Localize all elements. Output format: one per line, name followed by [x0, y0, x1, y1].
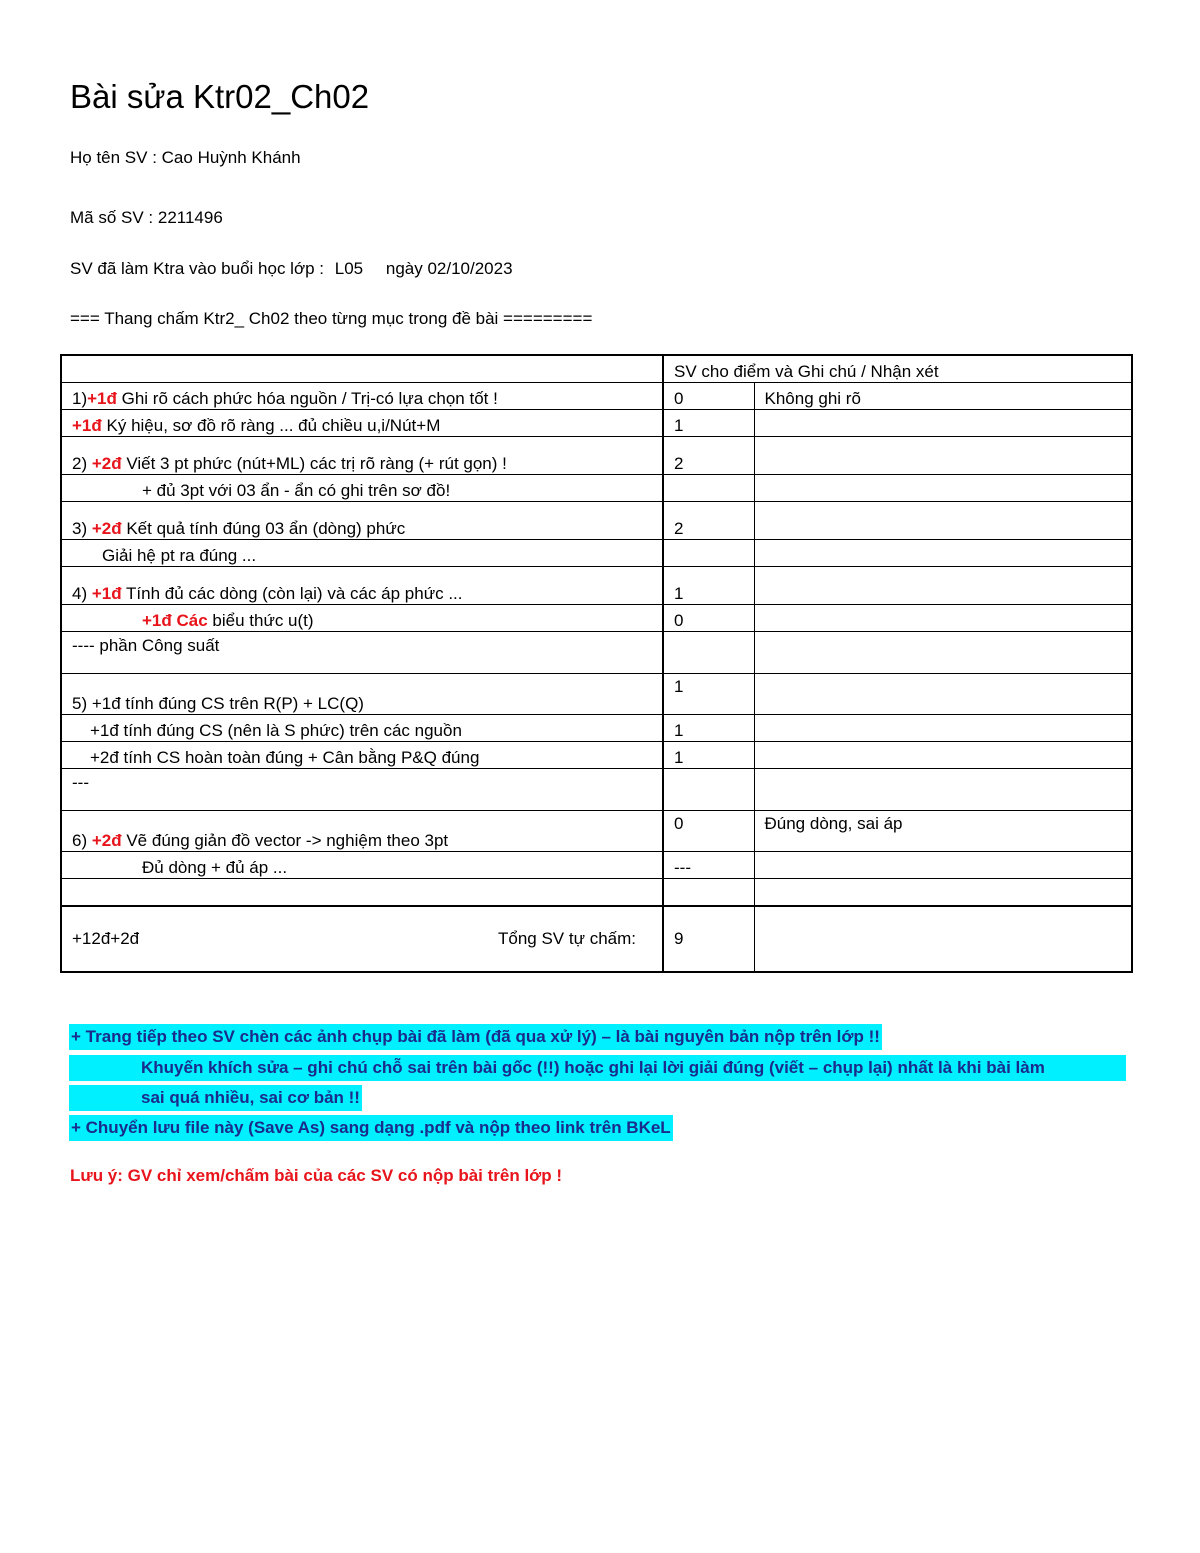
criterion-cell: +1đ Các biểu thức u(t): [61, 605, 663, 632]
rubric-heading: === Thang chấm Ktr2_ Ch02 theo từng mục trong đề bài =========: [70, 309, 593, 328]
criterion-cell: ---: [61, 769, 663, 811]
student-name: Họ tên SV : Cao Huỳnh Khánh: [70, 148, 301, 167]
score-cell[interactable]: 2: [663, 437, 754, 475]
table-row: [61, 811, 1132, 852]
criterion-cell: ---- phần Công suất: [61, 632, 663, 674]
criterion-cell: +1đ tính đúng CS (nên là S phức) trên các nguồn: [61, 715, 663, 742]
comment-cell[interactable]: [754, 605, 1132, 632]
criterion-cell: 6) +2đ Vẽ đúng giản đồ vector -> nghiệm theo 3pt: [61, 811, 663, 852]
score-cell[interactable]: ---: [663, 852, 754, 879]
comment-cell[interactable]: [754, 715, 1132, 742]
score-cell[interactable]: 1: [663, 674, 754, 715]
score-cell[interactable]: [663, 540, 754, 567]
total-score[interactable]: 9: [663, 906, 754, 972]
total-row: [61, 906, 1132, 972]
criterion-cell: + đủ 3pt với 03 ẩn - ẩn có ghi trên sơ đồ!: [61, 475, 663, 502]
table-row: [61, 383, 1132, 410]
table-row: [61, 742, 1132, 769]
table-row: [61, 540, 1132, 567]
student-id: Mã số SV : 2211496: [70, 208, 223, 227]
comment-cell[interactable]: [754, 540, 1132, 567]
comment-cell[interactable]: [754, 742, 1132, 769]
grading-table: [60, 354, 1133, 973]
table-row: [61, 502, 1132, 540]
teacher-note: Lưu ý: GV chỉ xem/chấm bài của các SV có nộp bài trên lớp !: [70, 1166, 563, 1185]
table-row-empty: [61, 879, 1132, 907]
comment-cell[interactable]: [754, 632, 1132, 674]
score-cell[interactable]: 1: [663, 715, 754, 742]
table-row: [61, 715, 1132, 742]
table-row: [61, 852, 1132, 879]
table-row: [61, 632, 1132, 674]
instruction-line-2: Khuyến khích sửa – ghi chú chỗ sai trên bài gốc (!!) hoặc ghi lại lời giải đúng (viết – chụp lại) nhất là khi bài làm: [69, 1055, 1126, 1081]
comment-cell[interactable]: [754, 852, 1132, 879]
session-info: [70, 259, 513, 279]
score-cell[interactable]: 1: [663, 742, 754, 769]
criterion-cell: 1)+1đ Ghi rõ cách phức hóa nguồn / Trị-có lựa chọn tốt !: [61, 383, 663, 410]
score-cell[interactable]: [663, 632, 754, 674]
comment-cell[interactable]: [754, 769, 1132, 811]
page-title: Bài sửa Ktr02_Ch02: [70, 78, 370, 115]
criterion-cell: 5) +1đ tính đúng CS trên R(P) + LC(Q): [61, 674, 663, 715]
criterion-cell: Giải hệ pt ra đúng ...: [61, 540, 663, 567]
instruction-line-3: sai quá nhiều, sai cơ bản !!: [69, 1085, 362, 1111]
comment-cell[interactable]: Không ghi rõ: [754, 383, 1132, 410]
session-label: SV đã làm Ktra vào buổi học lớp :: [70, 259, 325, 278]
table-header: SV cho điểm và Ghi chú / Nhận xét: [663, 355, 1132, 383]
comment-cell[interactable]: [754, 567, 1132, 605]
session-date: ngày 02/10/2023: [385, 259, 513, 278]
comment-cell[interactable]: Đúng dòng, sai áp: [754, 811, 1132, 852]
score-cell[interactable]: 1: [663, 567, 754, 605]
score-cell[interactable]: 0: [663, 383, 754, 410]
comment-cell[interactable]: [754, 502, 1132, 540]
table-header-row: [61, 355, 1132, 383]
criterion-cell: +2đ tính CS hoàn toàn đúng + Cân bằng P&Q đúng: [61, 742, 663, 769]
total-cell: [61, 906, 663, 972]
score-cell[interactable]: 1: [663, 410, 754, 437]
total-points: +12đ+2đ: [72, 929, 140, 948]
comment-cell[interactable]: [754, 475, 1132, 502]
comment-cell[interactable]: [754, 674, 1132, 715]
class-code: L05: [334, 259, 364, 278]
instruction-line-4: + Chuyển lưu file này (Save As) sang dạng .pdf và nộp theo link trên BKeL: [69, 1115, 673, 1141]
table-row: [61, 410, 1132, 437]
table-row: [61, 437, 1132, 475]
score-cell[interactable]: 0: [663, 605, 754, 632]
table-row: [61, 674, 1132, 715]
comment-cell[interactable]: [754, 437, 1132, 475]
criterion-cell: Đủ dòng + đủ áp ...: [61, 852, 663, 879]
instruction-line-1: + Trang tiếp theo SV chèn các ảnh chụp bài đã làm (đã qua xử lý) – là bài nguyên bản nộp trên lớp !!: [69, 1024, 882, 1050]
table-row: [61, 475, 1132, 502]
total-label: Tổng SV tự chấm:: [498, 929, 636, 948]
score-cell[interactable]: 2: [663, 502, 754, 540]
comment-cell[interactable]: [754, 410, 1132, 437]
score-cell[interactable]: [663, 769, 754, 811]
table-row: [61, 605, 1132, 632]
total-comment[interactable]: [754, 906, 1132, 972]
score-cell[interactable]: [663, 475, 754, 502]
criterion-cell: 4) +1đ Tính đủ các dòng (còn lại) và các áp phức ...: [61, 567, 663, 605]
criterion-cell: 2) +2đ Viết 3 pt phức (nút+ML) các trị rõ ràng (+ rút gọn) !: [61, 437, 663, 475]
criterion-cell: 3) +2đ Kết quả tính đúng 03 ẩn (dòng) phức: [61, 502, 663, 540]
score-cell[interactable]: 0: [663, 811, 754, 852]
table-row: [61, 567, 1132, 605]
criterion-cell: +1đ Ký hiệu, sơ đồ rõ ràng ... đủ chiều u,i/Nút+M: [61, 410, 663, 437]
table-row: [61, 769, 1132, 811]
